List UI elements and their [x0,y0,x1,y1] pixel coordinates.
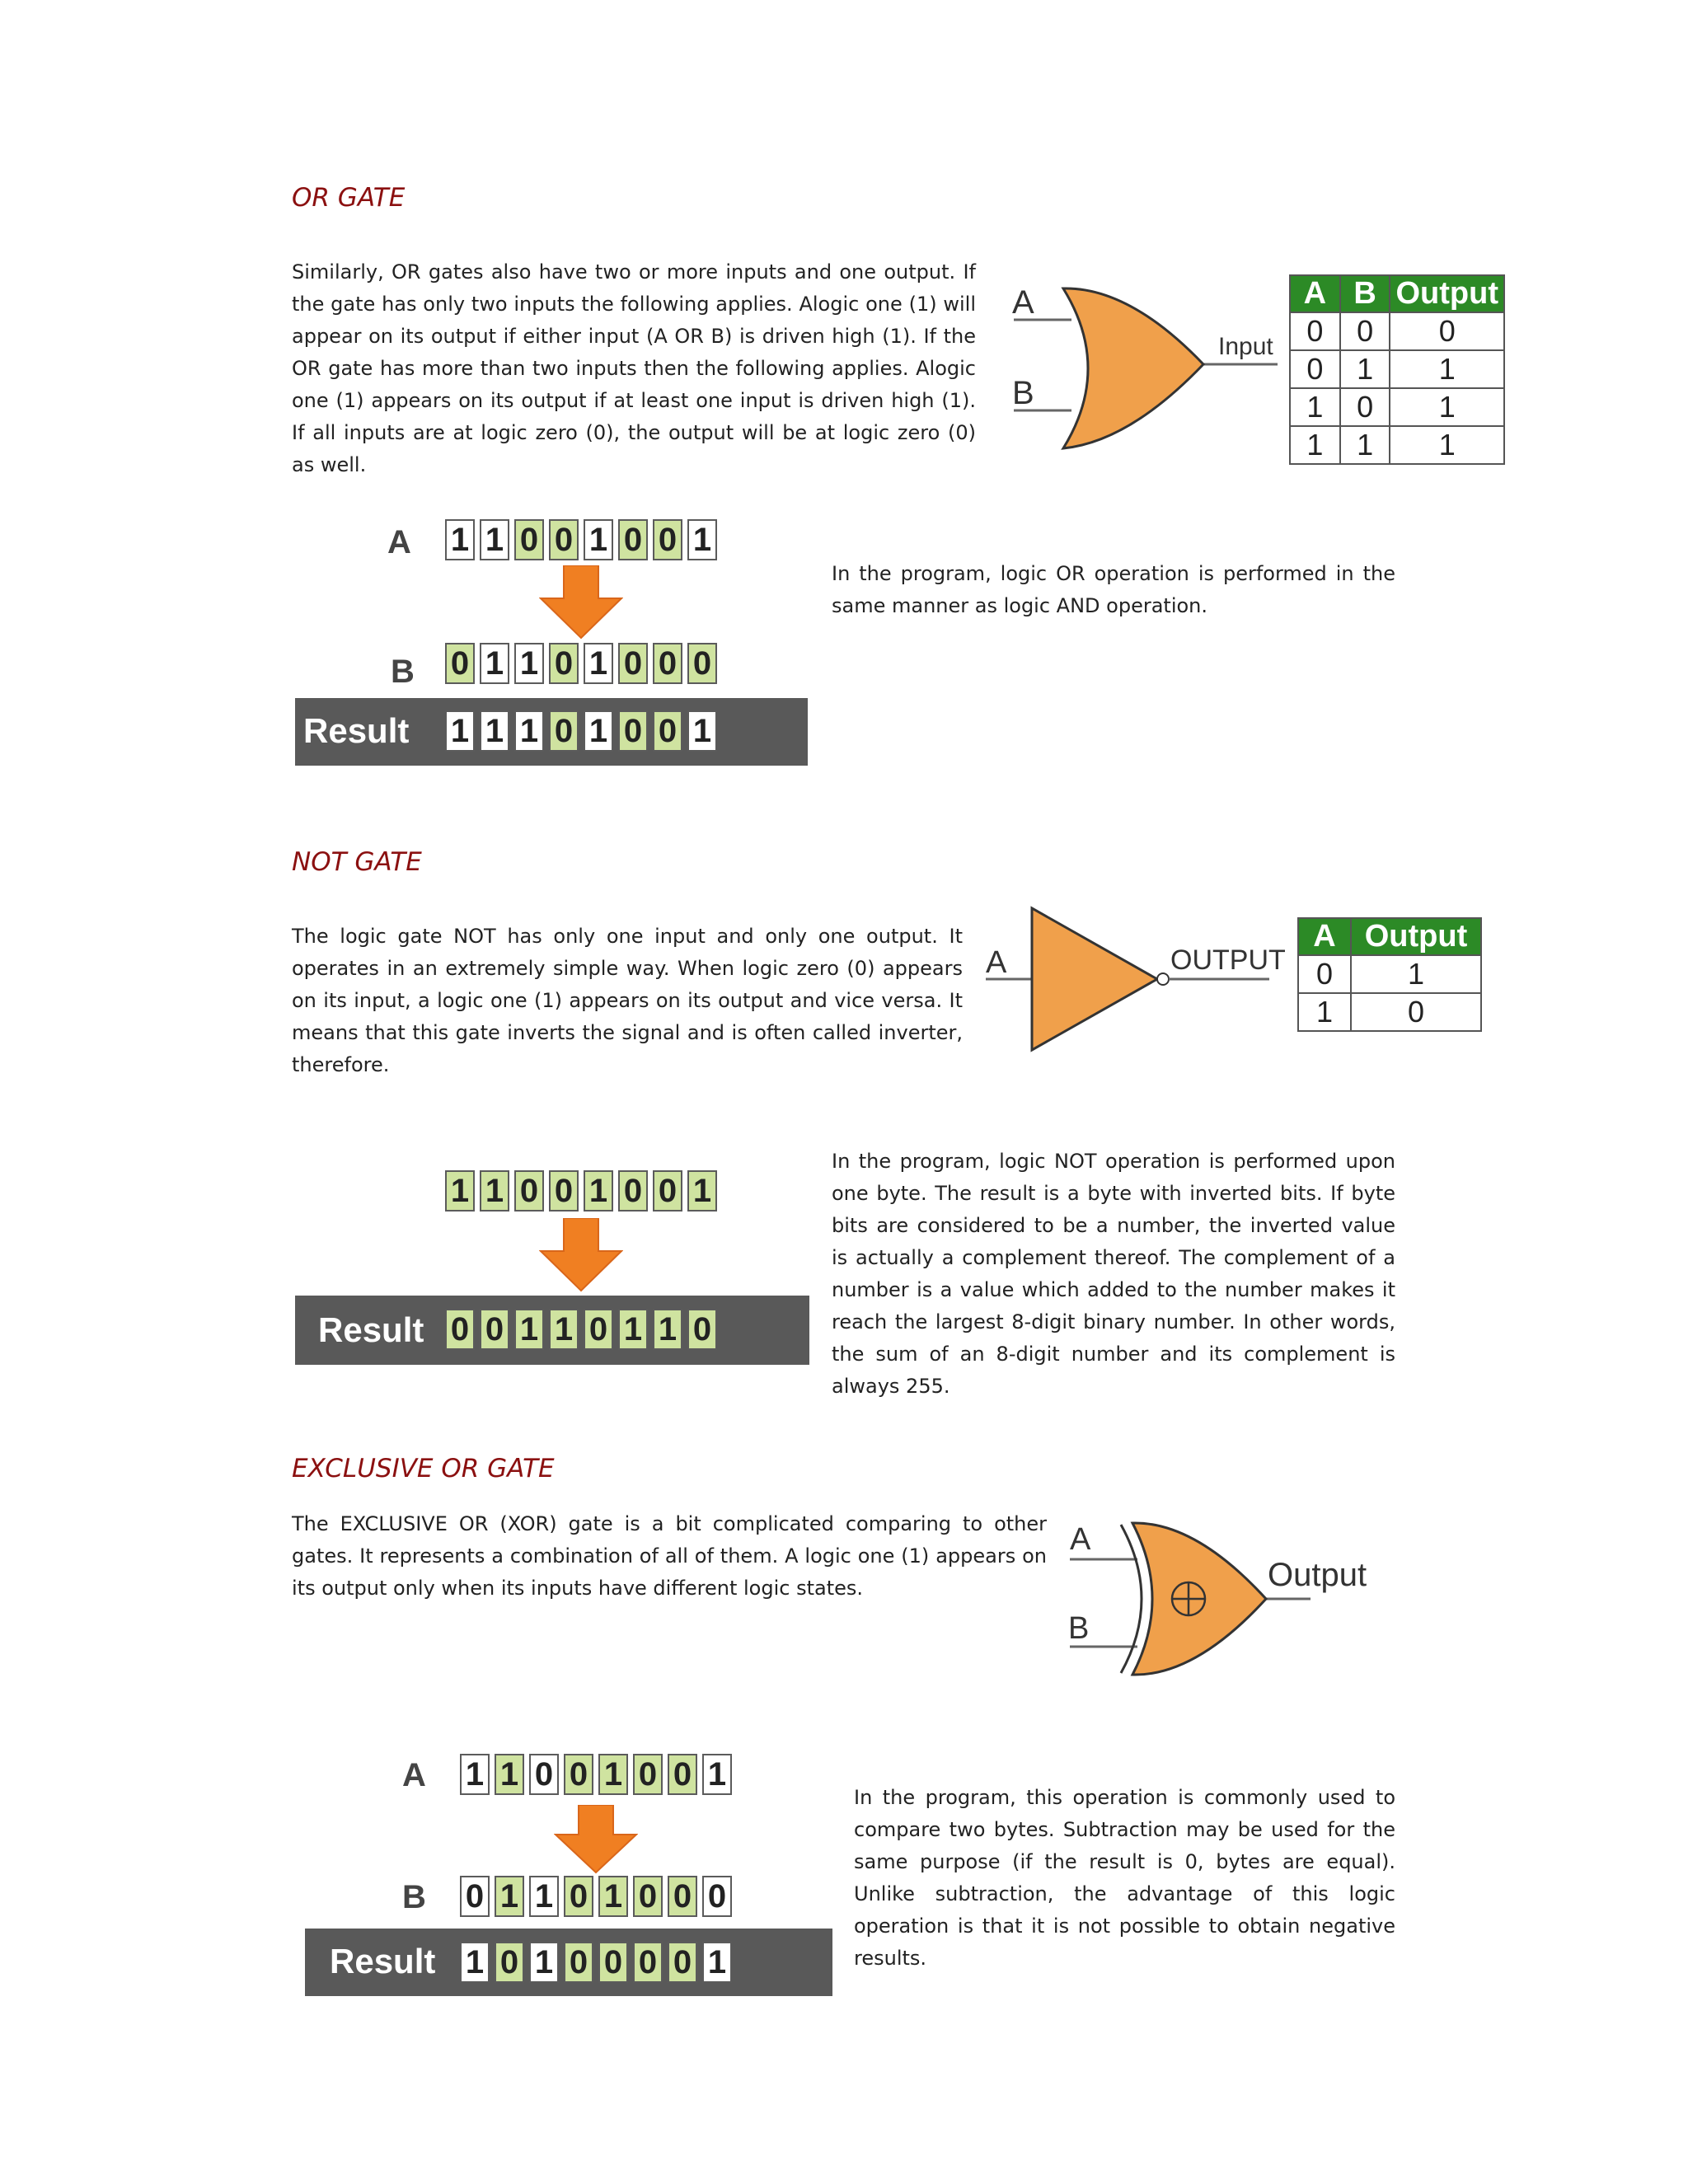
cell: 1 [1290,426,1340,464]
bit-cell: 1 [702,1942,732,1983]
bit-cell: 0 [633,1942,663,1983]
bit-cell: 1 [687,519,717,560]
bit-cell: 0 [564,1876,593,1917]
bit-cell: 1 [460,1754,490,1795]
cell: 0 [1298,955,1351,993]
or-result-bits [445,710,717,752]
bit-cell: 1 [495,1876,524,1917]
cell: 0 [1340,388,1390,426]
bit-cell: 1 [653,1309,682,1350]
not-gate-label-output: OUTPUT [1170,944,1286,976]
or-program-note: In the program, logic OR operation is performed in the same manner as logic AND operation. [832,562,1395,617]
bit-cell: 0 [549,643,579,684]
bit-cell: 1 [480,519,509,560]
bit-cell: 1 [598,1876,628,1917]
truth-table-row [1290,312,1504,350]
xor-extra-curve [1121,1525,1142,1673]
bit-cell: 1 [702,1754,732,1795]
bit-cell: 0 [529,1754,559,1795]
xor-example-label-result: Result [330,1942,436,1980]
or-truth-table [1289,274,1505,465]
not-program-note: In the program, logic NOT operation is performed upon one byte. The result is a byte with inverted bits. If byte bits are considered to be a number, the inverted value is actually a complement thereof. The complement of a number is a value which added to the number makes it reach the largest 8-digit binary number. In other words, the sum of an 8-digit number and its complement is always 255. [832,1150,1395,1398]
bit-cell: 1 [584,519,613,560]
bit-cell: 0 [445,1309,475,1350]
bit-cell: 1 [445,710,475,752]
bit-cell: 1 [549,1309,579,1350]
or-gate-heading: OR GATE [292,183,406,213]
cell: 1 [1390,388,1504,426]
xor-b-bits [460,1876,732,1917]
bit-cell: 1 [480,643,509,684]
bit-cell: 0 [495,1942,524,1983]
bit-cell: 0 [584,1309,613,1350]
bit-cell: 1 [584,710,613,752]
bit-cell: 0 [618,1170,648,1212]
bit-cell: 0 [549,710,579,752]
bit-cell: 1 [584,1170,613,1212]
down-arrow-icon [539,1218,623,1292]
cell: 0 [1340,312,1390,350]
xor-example-label-a: A [402,1757,426,1793]
cell: 0 [1351,993,1481,1031]
xor-gate-label-b: B [1068,1611,1090,1646]
xor-gate-label-output: Output [1268,1557,1367,1593]
bit-cell: 0 [514,519,544,560]
bit-cell: 0 [702,1876,732,1917]
bit-cell: 1 [529,1942,559,1983]
bit-cell: 0 [668,1876,697,1917]
not-example-label-result: Result [318,1310,424,1349]
down-arrow-icon [554,1805,638,1874]
not-result-bits [445,1309,717,1350]
cell: 1 [1340,426,1390,464]
bit-cell: 0 [687,1309,717,1350]
bit-cell: 0 [598,1942,628,1983]
bit-cell: 0 [480,1309,509,1350]
xor-program-note: In the program, this operation is commonly used to compare two bytes. Subtraction may be used for the same purpose (if the result is 0, bytes are equal). Unlike subtraction, the advantage of this logic operation is that it is not possible to obtain negative results. [854,1786,1395,1970]
header-output: Output [1351,918,1481,955]
xor-example-label-b: B [402,1879,426,1915]
bit-cell: 1 [514,1309,544,1350]
or-gate-diagram [1006,272,1286,470]
bit-cell: 0 [564,1754,593,1795]
bit-cell: 0 [687,643,717,684]
header-a: A [1298,918,1351,955]
not-gate-label-a: A [986,945,1007,980]
bit-cell: 1 [687,710,717,752]
or-gate-shape [1063,288,1203,448]
bit-cell: 1 [445,519,475,560]
or-gate-label-output: Input [1218,333,1273,360]
xor-example-figure [305,1750,832,1998]
bit-cell: 1 [495,1754,524,1795]
bit-cell: 1 [529,1876,559,1917]
bit-cell: 0 [618,519,648,560]
bit-cell: 0 [653,519,682,560]
truth-table-row [1298,955,1481,993]
xor-gate-description: The EXCLUSIVE OR (XOR) gate is a bit complicated comparing to other gates. It represents a combination of all of them. A logic one (1) appears on its output only when its inputs have different logic states. [292,1512,1047,1600]
header-b: B [1340,275,1390,312]
bit-cell: 0 [445,643,475,684]
truth-table-row [1290,426,1504,464]
truth-table-row [1290,388,1504,426]
or-example-figure [295,494,808,766]
cell: 1 [1390,350,1504,388]
not-a-bits [445,1170,717,1212]
xor-gate-diagram [1063,1508,1393,1690]
not-gate-heading: NOT GATE [292,847,422,877]
xor-result-bits [460,1942,732,1983]
bit-cell: 0 [668,1754,697,1795]
or-a-bits [445,519,717,560]
bit-cell: 0 [653,1170,682,1212]
cell: 1 [1298,993,1351,1031]
bit-cell: 0 [668,1942,697,1983]
not-example-figure [295,1164,809,1370]
xor-a-bits [460,1754,732,1795]
bit-cell: 0 [514,1170,544,1212]
bit-cell: 0 [633,1754,663,1795]
bit-cell: 0 [460,1876,490,1917]
bit-cell: 1 [445,1170,475,1212]
not-gate-description: The logic gate NOT has only one input and only one output. It operates in an extremely simple way. When logic zero (0) appears on its input, a logic one (1) appears on its output and vice versa. It means that this gate inverts the signal and is often called inverter, therefore. [292,925,963,1076]
bit-cell: 1 [480,1170,509,1212]
cell: 1 [1290,388,1340,426]
bit-cell: 1 [514,643,544,684]
cell: 0 [1390,312,1504,350]
or-example-label-result: Result [303,711,410,750]
or-b-bits [445,643,717,684]
bit-cell: 1 [460,1942,490,1983]
bit-cell: 1 [598,1754,628,1795]
cell: 0 [1290,350,1340,388]
not-gate-diagram [981,903,1286,1060]
header-output: Output [1390,275,1504,312]
truth-table-header [1290,275,1504,312]
cell: 1 [1351,955,1481,993]
bit-cell: 1 [480,710,509,752]
cell: 0 [1290,312,1340,350]
bit-cell: 0 [564,1942,593,1983]
bit-cell: 0 [618,643,648,684]
xor-plus-icon [1172,1582,1205,1615]
bit-cell: 0 [633,1876,663,1917]
bit-cell: 1 [687,1170,717,1212]
bit-cell: 0 [653,710,682,752]
bit-cell: 0 [549,1170,579,1212]
or-gate-label-b: B [1012,375,1034,411]
cell: 1 [1340,350,1390,388]
bit-cell: 0 [618,710,648,752]
down-arrow-icon [539,565,623,640]
bit-cell: 1 [584,643,613,684]
truth-table-row [1290,350,1504,388]
not-truth-table [1297,917,1482,1032]
header-a: A [1290,275,1340,312]
xor-gate-label-a: A [1070,1522,1091,1557]
not-gate-shape [1032,908,1157,1050]
bit-cell: 0 [653,643,682,684]
truth-table-row [1298,993,1481,1031]
cell: 1 [1390,426,1504,464]
bit-cell: 1 [618,1309,648,1350]
or-gate-label-a: A [1012,284,1034,321]
bit-cell: 0 [549,519,579,560]
or-example-label-a: A [387,524,411,560]
or-gate-description: Similarly, OR gates also have two or more inputs and one output. If the gate has only two inputs the following applies. Alogic one (1) will appear on its output if either input (A OR B) is driven high (1). If the OR gate has more than two inputs then the following applies. Alogic one (1) appears on its output if at least one input is driven high (1). If all inputs are at logic zero (0), the output will be at logic zero (0) as well. [292,260,976,476]
xor-gate-heading: EXCLUSIVE OR GATE [292,1454,555,1483]
truth-table-header [1298,918,1481,955]
not-bubble [1157,973,1169,985]
bit-cell: 1 [514,710,544,752]
or-example-label-b: B [391,654,415,690]
